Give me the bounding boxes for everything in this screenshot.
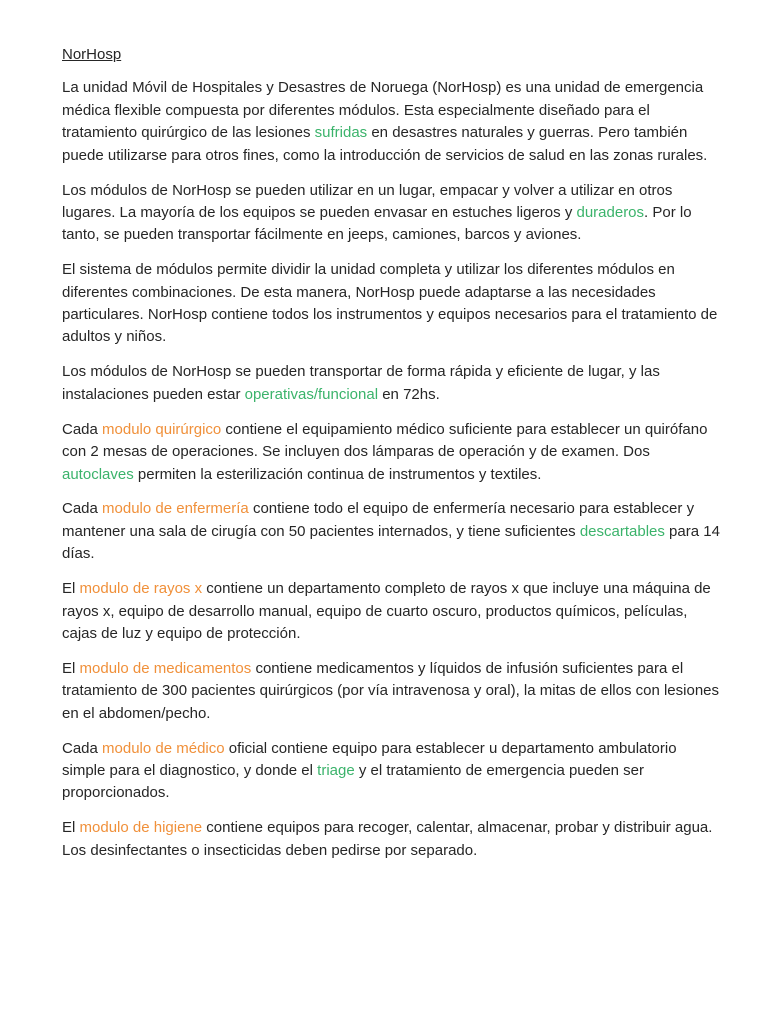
paragraph-text: Cada [62,739,103,757]
paragraph-text: El sistema de módulos permite dividir la unidad completa y utilizar los diferentes módulos en diferentes combinaciones. De esta manera, NorHosp puede adaptarse a las necesidades particulares. NorHosp contiene todos los instrumentos y equipos necesarios para el tratamiento de adultos y niños. [62,261,718,346]
highlighted-term-green: duraderos [576,203,645,221]
highlighted-term-green: descartables [579,522,665,540]
paragraph-text: El [62,580,80,598]
paragraph [62,77,722,167]
paragraph-text: Los módulos de NorHosp se pueden transportar de forma rápida y eficiente de lugar, y las instalaciones pueden estar [62,363,660,403]
document-title: NorHosp [62,46,122,63]
paragraph-text: El [62,819,80,837]
paragraph [62,658,722,725]
paragraph [62,259,722,349]
paragraph [62,578,722,645]
paragraph-text: contiene todo el equipo de enfermería necesario para establecer y mantener una sala de cirugía con 50 pacientes internados, y tiene suficientes [62,500,695,540]
paragraph-text: Cada [62,420,103,438]
paragraph-text: oficial contiene equipo para establecer u departamento ambulatorio simple para el diagnostico, y donde el [62,739,677,779]
paragraph [62,361,722,406]
paragraph [62,498,722,565]
paragraph [62,180,722,247]
highlighted-term-orange: modulo de rayos x [79,580,203,598]
highlighted-term-orange: modulo de enfermería [102,500,249,518]
paragraph-text: y el tratamiento de emergencia pueden ser proporcionados. [62,761,645,802]
paragraph-text: en 72hs. [378,385,440,403]
paragraph-text: Cada [62,500,103,518]
paragraph-text: La unidad Móvil de Hospitales y Desastres de Noruega (NorHosp) es una unidad de emergencia médica flexible compuesta por diferentes módulos. Esta especialmente diseñado para el tratamiento quirúrgico de las lesiones [62,79,704,142]
paragraph-text: en desastres naturales y guerras. Pero también puede utilizarse para otros fines, como la introducción de servicios de salud en las zonas rurales. [62,124,708,164]
paragraph-text: permiten la esterilización continua de instrumentos y textiles. [133,465,542,483]
paragraph [62,817,722,862]
highlighted-term-green: operativas/funcional [244,385,379,403]
paragraph [62,419,722,486]
paragraph-list [62,77,722,862]
paragraph-text: contiene un departamento completo de rayos x que incluye una máquina de rayos x, equipo de desarrollo manual, equipo de cuarto oscuro, productos químicos, películas, cajas de luz y equipo de protección. [62,580,711,642]
highlighted-term-green: triage [317,761,355,779]
document-body [62,44,722,875]
paragraph-text: para 14 días. [62,522,720,563]
highlighted-term-orange: modulo quirúrgico [102,420,222,438]
paragraph-text: El [62,659,80,677]
paragraph-text: . Por lo tanto, se pueden transportar fácilmente en jeeps, camiones, barcos y aviones. [62,203,692,244]
highlighted-term-orange: modulo de higiene [79,819,203,837]
paragraph-text: contiene medicamentos y líquidos de infusión suficientes para el tratamiento de 300 pacientes quirúrgicos (por vía intravenosa y oral), la mitas de ellos con lesiones en el abdomen/pecho. [62,659,720,722]
highlighted-term-green: autoclaves [62,465,134,483]
highlighted-term-orange: modulo de medicamentos [79,659,252,677]
highlighted-term-orange: modulo de médico [102,739,225,757]
paragraph [62,738,722,805]
highlighted-term-green: sufridas [314,124,368,142]
paragraph-text: contiene el equipamiento médico suficiente para establecer un quirófano con 2 mesas de operaciones. Se incluyen dos lámparas de operación y de examen. Dos [62,420,708,461]
paragraph-text: contiene equipos para recoger, calentar, almacenar, probar y distribuir agua. Los desinfectantes o insecticidas deben pedirse por separado. [62,819,713,859]
paragraph-text: Los módulos de NorHosp se pueden utilizar en un lugar, empacar y volver a utilizar en otros lugares. La mayoría de los equipos se pueden envasar en estuches ligeros y [62,181,673,221]
